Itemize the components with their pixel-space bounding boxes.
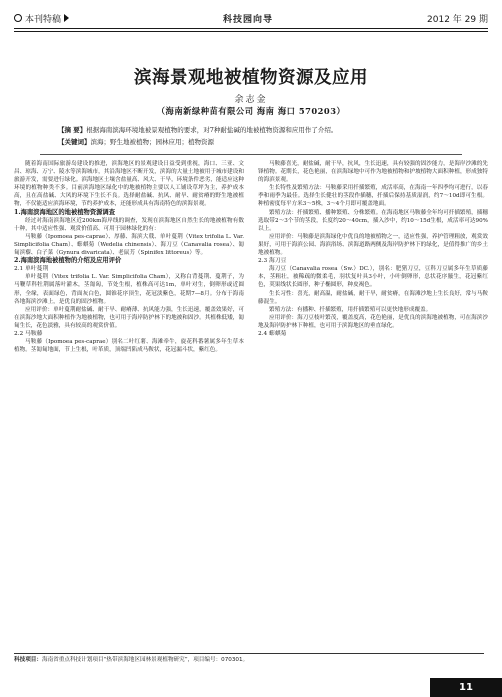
article-affiliation: （海南新绿种苗有限公司 海南 海口 570203） (156, 106, 346, 116)
header-rule-thin (14, 31, 488, 32)
header-rule (14, 28, 488, 29)
page-number: 11 (430, 678, 502, 697)
abstract (58, 124, 444, 136)
body-paragraph: 马鞍藤（Ipomoea pes-caprae）别名二叶红薯、海滩牵牛，旋花科番薯属多年生草本植物。茎匍匐地面，节上生根，叶革质，顶端凹陷成马鞍状，花冠漏斗状，紫红色。 (14, 339, 244, 354)
footnote (14, 656, 484, 664)
abstract-text: 根据海南滨海环境地被景观植物的要求，对7种耐盐碱的地被植物资源和应用作了介绍。 (86, 126, 338, 134)
abstract-block (58, 124, 444, 148)
subsection-heading: 2.2 马鞍藤 (14, 330, 43, 337)
body-paragraph: 应用评价：马鞍藤是滨海绿化中优良的地被植物之一，适应性强，养护管理粗放，观赏效果好，可用于海滨公园、海滨浴场、滨海道路两侧及海岸防护林下的绿化，是值得推广的乡土地被植物。 (258, 233, 488, 257)
journal-name: 科技园向导 (223, 14, 274, 25)
column-name: 本刊特稿 (25, 14, 62, 25)
body-paragraph: 马鞍藤（Ipomoea pes-caprae）、厚藤、海滨大戟、单叶蔓荆（Vitex trifolia L. Var. Simplicifolia Cham）、蟛蜞菊（Wedelia chinensis）、海刀豆（Canavalia rosea）、匍匐滨藜、白子菜（Gynura divaricata）、老鼠艻（Spinifex littoreus）等。 (14, 233, 244, 257)
body-paragraph: 应用评价：单叶蔓荆耐盐碱、耐干旱、耐瘠薄、抗风能力强，生长迅速，覆盖效果好，可在滨海沙地大面积种植作为地被植物，也可用于海岸防护林下的地被和固沙。其植株低矮，匍匐生长，花色淡雅，具有较高的观赏价值。 (14, 306, 244, 329)
issue-info: 2012 年 29 期 (427, 14, 488, 25)
right-column (258, 160, 488, 338)
footnote-rule (14, 653, 484, 654)
subsection-heading: 2.4 蟛蜞菊 (258, 330, 287, 337)
body-paragraph: 单叶蔓荆（Vitex trifolia L. Var. Simplicifolia Cham），又称白背蔓荆、蔓荆子，为马鞭草科牡荆属落叶灌木，茎匍匐，节处生根，植株高可达1m，单叶对生，倒卵形或近圆形，全缘，表面绿色，背面灰白色，圆锥花序顶生，花冠淡紫色，花期7—8月。分布于海南各地海滨沙滩上，是优良的固沙植物。 (14, 274, 244, 305)
body-paragraph: 繁殖方法：有播种、扦插繁殖，用扦插繁殖可以更快地形成覆盖。 (269, 306, 432, 313)
article-author: 余志金 (234, 95, 268, 105)
triangle-icon (64, 14, 69, 22)
header-left (14, 12, 69, 25)
keywords (58, 136, 444, 148)
abstract-label: 【摘 要】 (58, 126, 87, 134)
section-heading: 1.海南滨海地区的地被植物资源调查 (14, 208, 116, 216)
abstract-divider (40, 154, 462, 155)
body-paragraph: 生长特性及繁殖方法：马鞍藤采用扦插繁殖，成活率高，在海南一年四季均可进行，以春季和雨季为最佳。选择生长健壮的茎段作插穗，扦插后保持基质湿润，约7～10d即可生根。种植密度每平方米3～5株，3～4个月即可覆盖地面。 (258, 185, 488, 208)
body-paragraph: 随着海南国际旅游岛建设的推进，滨海地区的景观建设日益受到重视，海口、三亚、文昌、琼海、万宁、陵水等滨海城市，其沿海地区不断开发，滨海的大量土地被用于城市建设和旅游开发，需要进行绿化。滨海地区土壤含盐量高、风大、干旱，环境条件恶劣，能适应这种环境的植物种类不多。目前滨海地区绿化中的地被植物主要以人工铺设草坪为主，养护成本高，且在高盐碱、大风的环境下生长不良。选择耐盐碱、抗风、耐旱、耐贫瘠的野生地被植物，不仅能适应滨海环境，节约养护成本，还能形成具有海南特色的滨海景观。 (14, 161, 244, 208)
section-heading: 2.海南滨海地被植物的介绍及应用评价 (14, 257, 122, 265)
body-paragraph: 应用评价：海刀豆枝叶繁茂，覆盖度高，花色艳丽，是优良的滨海地被植物，可在海滨沙地及海岸防护林下种植，也可用于滨海地区的垂直绿化。 (258, 314, 488, 329)
left-column (14, 160, 244, 354)
keywords-label: 【关键词】 (58, 138, 91, 146)
body-paragraph: 马鞍藤喜光，耐盐碱，耐干旱，抗风，生长迅速，具有较强的固沙能力，是海岸沙滩的先锋植物。花期长，花色艳丽，在滨海绿地中可作为地被植物和护坡植物大面积种植，形成独特的海滨景观。 (258, 161, 488, 184)
footnote-label: 科技项目： (14, 657, 42, 663)
footnote-text: 海南省重点科技计划项目“热带滨海地区园林景观植物研究”，项目编号：070301。 (41, 657, 249, 663)
article-title: 滨海景观地被植物资源及应用 (134, 68, 368, 88)
body-paragraph: 海刀豆（Canavalia rosea（Sw.）DC.），别名：肥猪刀豆，豆科刀豆属多年生草质藤本，茎粗壮，被稀疏的微柔毛，羽状复叶具3小叶，小叶倒卵形，总状花序腋生，花冠紫红色，荚果线状长圆形，种子椭圆形，种皮褐色。 (258, 266, 488, 289)
keywords-text: 滨海；野生地被植物；园林应用；植物资源 (90, 138, 214, 146)
body-paragraph: 繁殖方法：扦插繁殖、播种繁殖、分株繁殖。在海南地区马鞍藤全年均可扦插繁殖，插穗选取带2～3个节的茎段，长度约20～40cm，插入沙中，约10～15d生根，成活率可达90%以上。 (258, 209, 488, 232)
body-paragraph: 经过对海南滨海地区近200km海岸线的调查，发现在滨海地区自然生长的地被植物有数十种，其中适应性强、观赏价值高、可用于园林绿化的有： (14, 217, 244, 232)
page-header (14, 10, 488, 26)
body-paragraph: 生长习性：喜光，耐高温，耐盐碱，耐干旱，耐贫瘠，在海滩沙地上生长良好，常与马鞍藤混生。 (258, 290, 488, 305)
subsection-heading: 2.1 单叶蔓荆 (14, 266, 49, 273)
subsection-heading: 2.3 海刀豆 (258, 258, 287, 265)
circle-icon (14, 14, 22, 22)
